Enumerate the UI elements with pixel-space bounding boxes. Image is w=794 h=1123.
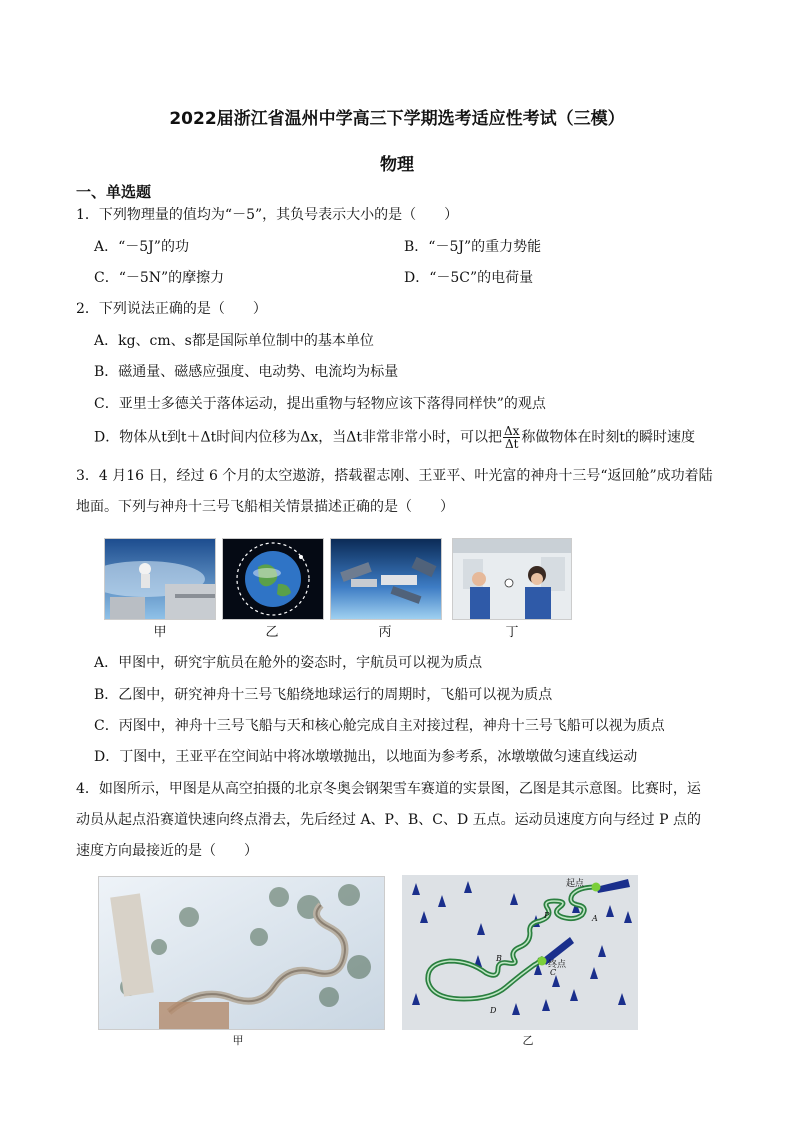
question-3-option-d: D．丁图中，王亚平在空间站中将冰墩墩抛出，以地面为参考系，冰墩墩做匀速直线运动 bbox=[94, 749, 638, 765]
question-1-stem: 1．下列物理量的值均为“－5”，其负号表示大小的是（ ） bbox=[76, 207, 459, 223]
start-chute bbox=[596, 879, 630, 893]
page-subtitle: 物理 bbox=[380, 155, 414, 175]
question-4-stem-line1: 4．如图所示，甲图是从高空拍摄的北京冬奥会钢架雪车赛道的实景图，乙图是其示意图。比赛时，运 bbox=[76, 781, 701, 797]
question-3-stem-line2: 地面。下列与神舟十三号飞船相关情景描述正确的是（ ） bbox=[76, 499, 454, 515]
caption-yi: 乙 bbox=[265, 625, 279, 640]
label-p: P bbox=[544, 911, 550, 920]
label-c: C bbox=[550, 968, 557, 977]
question-2-option-c: C．亚里士多德关于落体运动，提出重物与轻物应该下落得同样快”的观点 bbox=[94, 396, 546, 412]
option-d-text-post: 称做物体在时刻t的瞬时速度 bbox=[521, 429, 696, 446]
label-d: D bbox=[490, 1006, 497, 1015]
delta-fraction bbox=[503, 425, 520, 450]
photo-sled-track-aerial bbox=[98, 876, 385, 1030]
question-4-stem-line3: 速度方向最接近的是（ ） bbox=[76, 843, 258, 859]
diagram-track-schematic bbox=[402, 875, 638, 1030]
question-2-stem: 2．下列说法正确的是（ ） bbox=[76, 301, 267, 317]
question-3-stem-line1: 3．4 月16 日，经过 6 个月的太空遨游，搭载翟志刚、王亚平、叶光富的神舟十三号“返回舱”成功着陆 bbox=[76, 468, 713, 484]
caption-q4-jia: 甲 bbox=[232, 1034, 244, 1047]
question-1-option-d: D．“－5C”的电荷量 bbox=[404, 270, 534, 286]
caption-jia: 甲 bbox=[153, 625, 167, 640]
question-2-option-b: B．磁通量、磁感应强度、电动势、电流均为标量 bbox=[94, 364, 399, 380]
photo-docking bbox=[330, 538, 442, 620]
end-point-dot bbox=[538, 957, 547, 966]
caption-bing: 丙 bbox=[378, 625, 392, 640]
fraction-numerator: Δx bbox=[503, 424, 520, 438]
option-d-text-pre: D．物体从t到t＋Δt时间内位移为Δx，当Δt非常非常小时，可以把 bbox=[94, 429, 502, 446]
question-1-option-b: B．“－5J”的重力势能 bbox=[404, 239, 542, 255]
label-b: B bbox=[496, 954, 502, 963]
section-heading: 一、单选题 bbox=[76, 183, 152, 201]
start-point-dot bbox=[592, 883, 601, 892]
photo-space-station-crew bbox=[452, 538, 572, 620]
caption-ding: 丁 bbox=[505, 625, 519, 640]
label-a: A bbox=[592, 914, 598, 923]
label-start: 起点 bbox=[566, 879, 585, 889]
fraction-denominator: Δt bbox=[504, 437, 519, 451]
question-1-option-a: A．“－5J”的功 bbox=[94, 239, 189, 255]
photo-earth-orbit bbox=[222, 538, 324, 620]
question-2-option-d bbox=[94, 425, 695, 450]
question-3-option-b: B．乙图中，研究神舟十三号飞船绕地球运行的周期时，飞船可以视为质点 bbox=[94, 687, 553, 703]
question-1-option-c: C．“－5N”的摩擦力 bbox=[94, 270, 225, 286]
question-3-option-a: A．甲图中，研究宇航员在舱外的姿态时，宇航员可以视为质点 bbox=[94, 655, 483, 671]
label-end: 终点 bbox=[548, 960, 567, 970]
photo-astronaut-spacewalk bbox=[104, 538, 216, 620]
question-3-option-c: C．丙图中，神舟十三号飞船与天和核心舱完成自主对接过程，神舟十三号飞船可以视为质点 bbox=[94, 718, 665, 734]
page-title: 2022届浙江省温州中学高三下学期选考适应性考试（三模） bbox=[169, 109, 625, 129]
question-2-option-a: A．kg、cm、s都是国际单位制中的基本单位 bbox=[94, 333, 374, 349]
question-4-stem-line2: 动员从起点沿赛道快速向终点滑去，先后经过 A、P、B、C、D 五点。运动员速度方向与经过 P 点的 bbox=[76, 812, 701, 828]
caption-q4-yi: 乙 bbox=[522, 1034, 534, 1047]
